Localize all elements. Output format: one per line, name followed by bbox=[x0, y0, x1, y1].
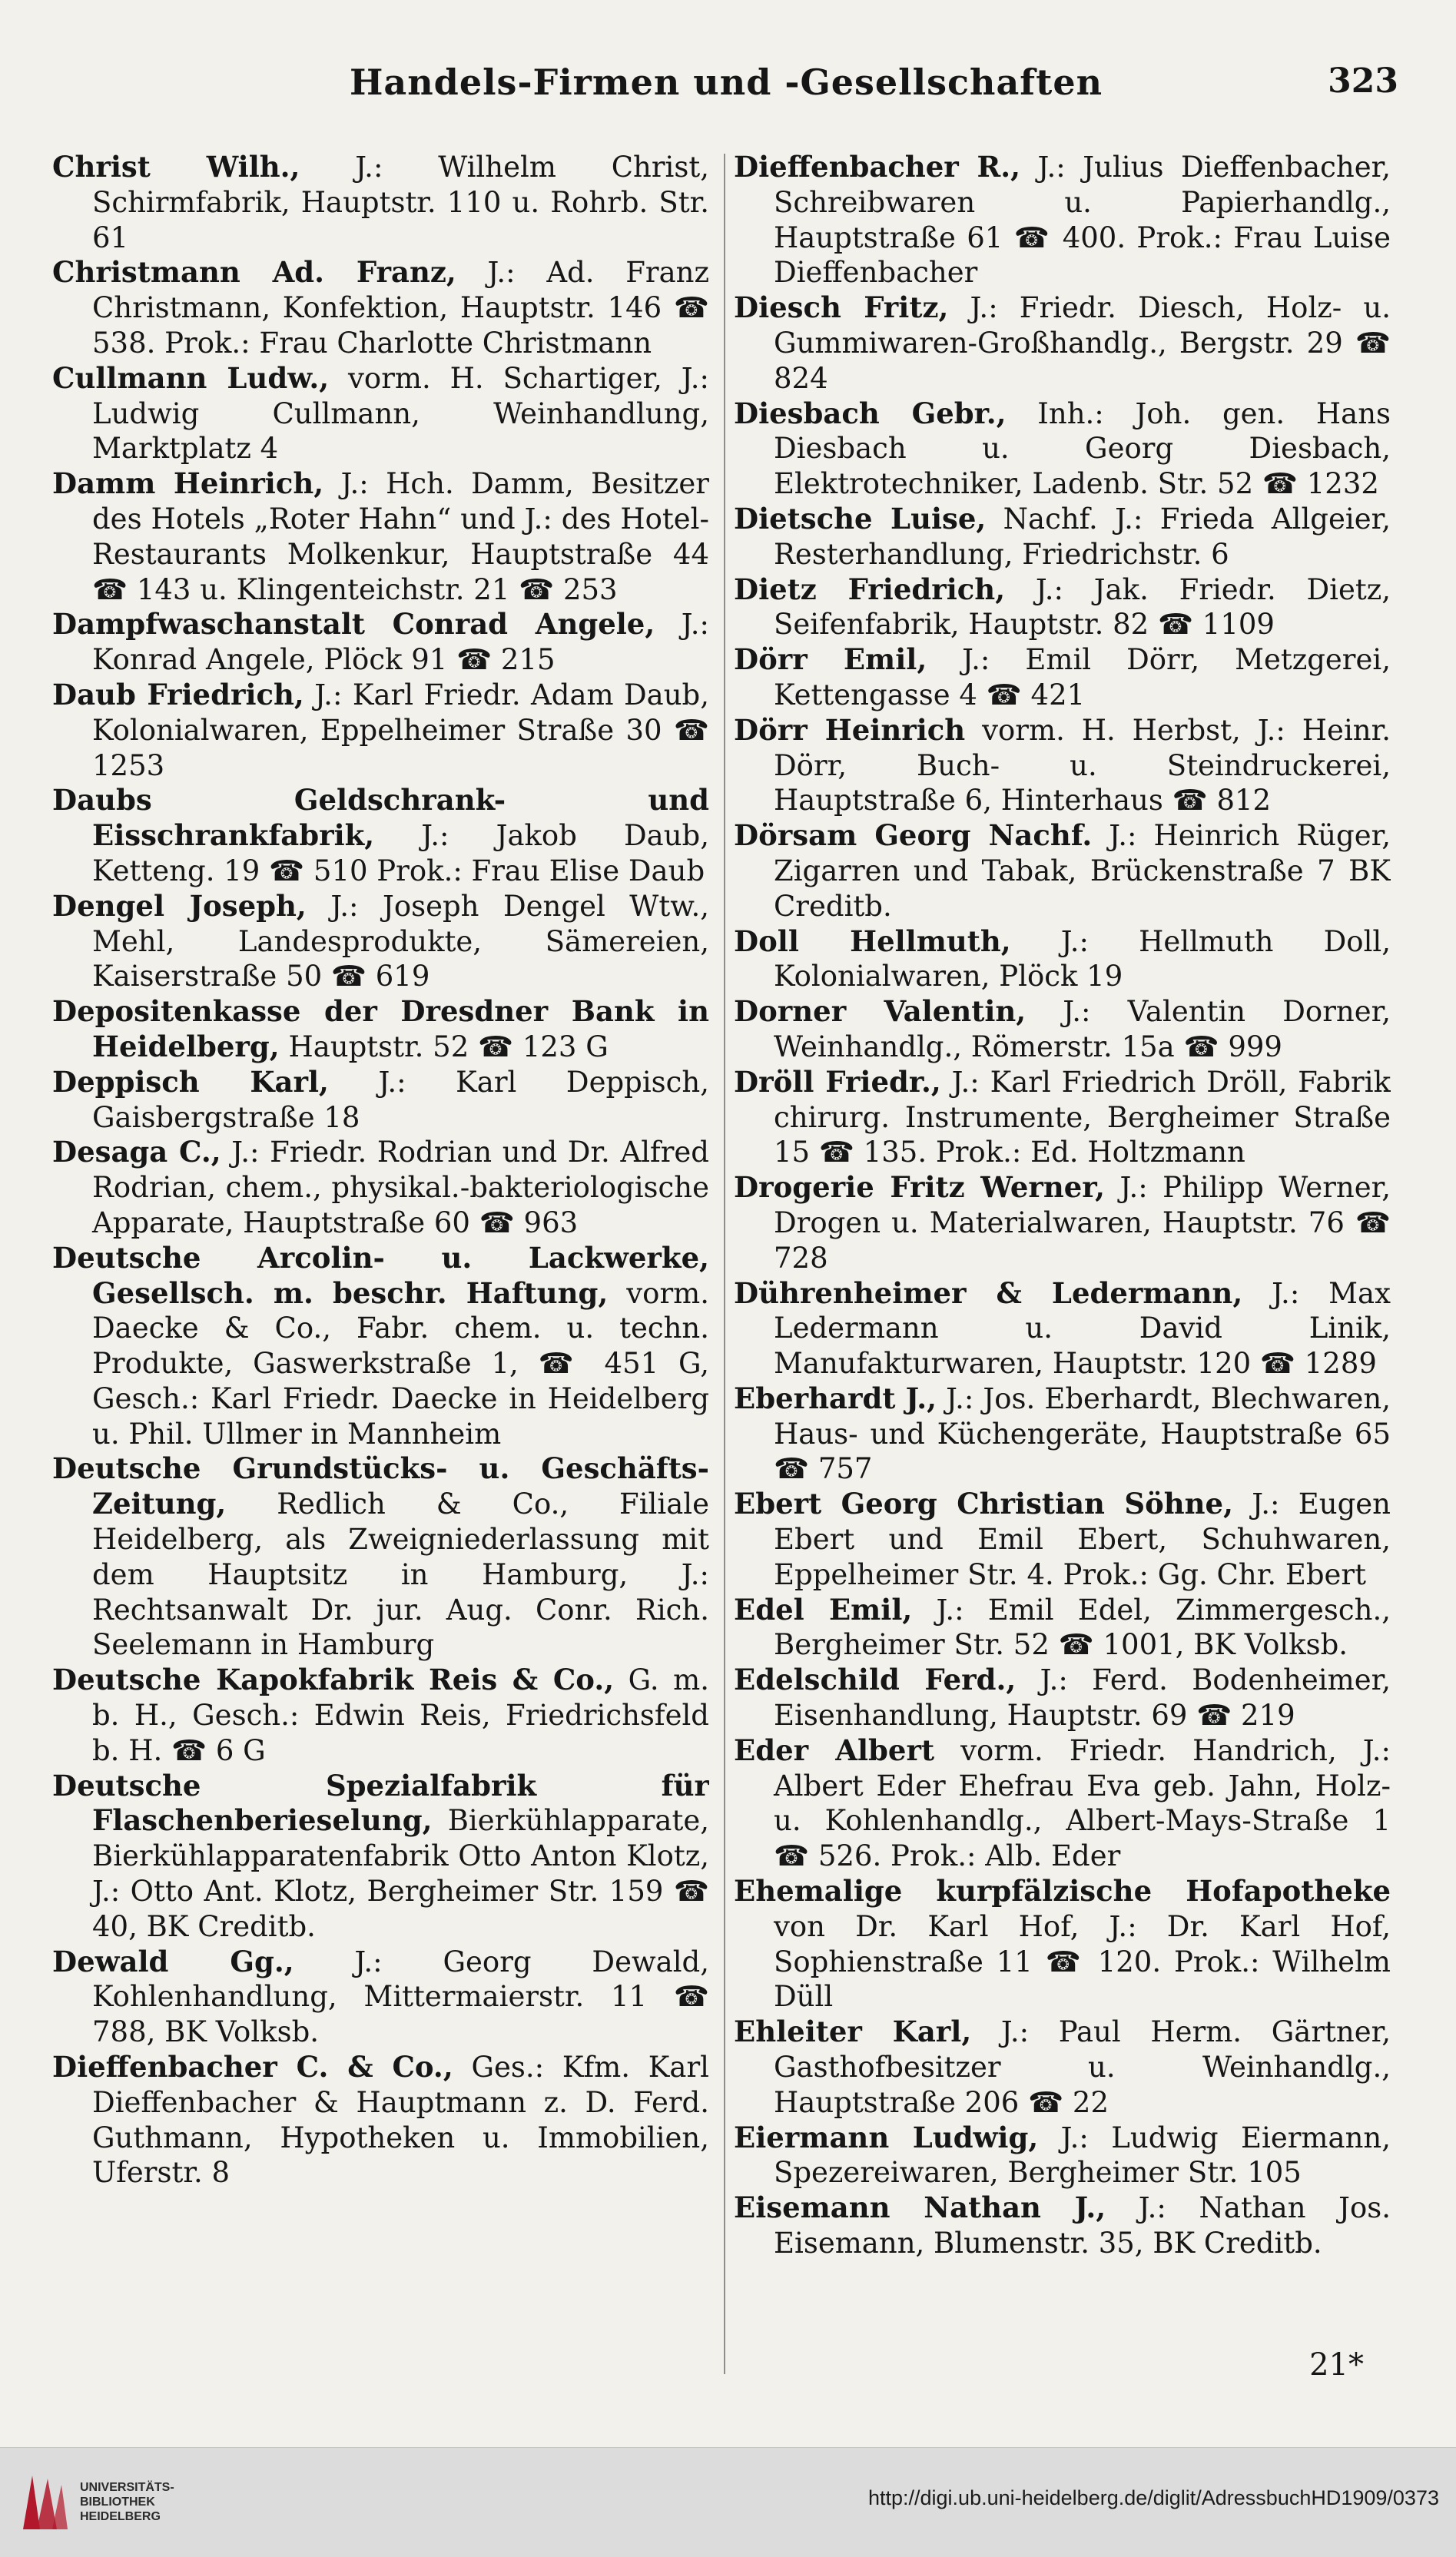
firm-details: J.: Jak. Friedr. Dietz, Seifenfabrik, Hauptstr. 82 ☎ 1109 bbox=[774, 572, 1391, 642]
left-column bbox=[52, 150, 709, 2386]
firm-name: Doll Hellmuth, bbox=[734, 924, 1011, 958]
directory-entry bbox=[52, 1451, 709, 1663]
directory-entry bbox=[52, 361, 709, 466]
firm-name: Dampfwaschanstalt Conrad Angele, bbox=[52, 607, 655, 642]
firm-name: Edel Emil, bbox=[734, 1592, 913, 1627]
firm-details: J.: Karl Friedr. Adam Daub, Kolonialwaren, Eppelheimer Straße 30 ☎ 1253 bbox=[92, 678, 709, 782]
firm-details: J.: Hch. Damm, Besitzer des Hotels „Roter Hahn“ und J.: des Hotel-Restaurants Molkenkur, Hauptstraße 44 ☎ 143 u. Klingenteichstr. 21 ☎ 253 bbox=[92, 467, 709, 606]
firm-name: Dietz Friedrich, bbox=[734, 572, 1006, 606]
directory-entry bbox=[52, 1945, 709, 2050]
firm-name: Cullmann Ludw., bbox=[52, 360, 330, 395]
firm-name: Eder Albert bbox=[734, 1733, 935, 1767]
directory-entry bbox=[52, 1241, 709, 1452]
firm-details: Bierkühlapparate, Bierkühlapparatenfabrik Otto Anton Klotz, J.: Otto Ant. Klotz, Bergheimer Str. 159 ☎ 40, BK Creditb. bbox=[92, 1804, 709, 1943]
firm-name: Dörr Emil, bbox=[734, 642, 927, 677]
column-divider bbox=[724, 154, 725, 2374]
directory-entry bbox=[734, 1874, 1391, 2015]
firm-details: J.: Konrad Angele, Plöck 91 ☎ 215 bbox=[92, 608, 709, 677]
firm-name: Drogerie Fritz Werner, bbox=[734, 1170, 1105, 1205]
firm-name: Deppisch Karl, bbox=[52, 1064, 329, 1099]
firm-details: J.: Jakob Daub, Ketteng. 19 ☎ 510 Prok.: Frau Elise Daub bbox=[92, 819, 709, 887]
directory-entry bbox=[52, 994, 709, 1065]
library-name-line-3: HEIDELBERG bbox=[80, 2510, 161, 2523]
firm-details: J.: Ludwig Eiermann, Spezereiwaren, Bergheimer Str. 105 bbox=[774, 2121, 1391, 2190]
directory-entry bbox=[734, 924, 1391, 995]
firm-details: J.: Paul Herm. Gärtner, Gasthofbesitzer u. Weinhandlg., Hauptstraße 206 ☎ 22 bbox=[774, 2015, 1391, 2119]
right-column bbox=[734, 150, 1391, 2386]
firm-details: J.: Julius Dieffenbacher, Schreibwaren u. Papierhandlg., Hauptstraße 61 ☎ 400. Prok.: Frau Luise Dieffenbacher bbox=[774, 151, 1391, 290]
directory-entry bbox=[734, 642, 1391, 713]
directory-entry bbox=[734, 1065, 1391, 1170]
firm-name: Damm Heinrich, bbox=[52, 466, 324, 501]
directory-entry bbox=[734, 713, 1391, 818]
firm-name: Christmann Ad. Franz, bbox=[52, 255, 456, 290]
library-logo[interactable] bbox=[17, 2468, 217, 2537]
firm-details: J.: Friedr. Rodrian und Dr. Alfred Rodrian, chem., physikal.-bakteriologische Apparate, Hauptstraße 60 ☎ 963 bbox=[92, 1136, 709, 1239]
firm-name: Dieffenbacher R., bbox=[734, 150, 1020, 184]
firm-details: J.: Ad. Franz Christmann, Konfektion, Hauptstr. 146 ☎ 538. Prok.: Frau Charlotte Christmann bbox=[92, 256, 709, 360]
firm-name: Dieffenbacher C. & Co., bbox=[52, 2050, 453, 2084]
firm-details: J.: Valentin Dorner, Weinhandlg., Römerstr. 15a ☎ 999 bbox=[774, 995, 1391, 1063]
firm-name: Diesch Fritz, bbox=[734, 290, 949, 325]
firm-name: Daubs Geldschrank- und Eisschrankfabrik, bbox=[52, 783, 709, 853]
directory-entry bbox=[52, 466, 709, 607]
firm-details: J.: Hellmuth Doll, Kolonialwaren, Plöck 19 bbox=[774, 924, 1391, 993]
firm-details: J.: Philipp Werner, Drogen u. Materialwaren, Hauptstr. 76 ☎ 728 bbox=[774, 1171, 1391, 1275]
firm-name: Daub Friedrich, bbox=[52, 677, 304, 711]
firm-details: Redlich & Co., Filiale Heidelberg, als Zweigniederlassung mit dem Hauptsitz in Hamburg, J.: Rechtsanwalt Dr. jur. Aug. Conr. Rich. Seelemann in Hamburg bbox=[92, 1487, 709, 1662]
directory-entry bbox=[734, 1381, 1391, 1487]
firm-name: Depositenkasse der Dresdner Bank in Heidelberg, bbox=[52, 994, 709, 1063]
firm-details: J.: Ferd. Bodenheimer, Eisenhandlung, Hauptstr. 69 ☎ 219 bbox=[774, 1663, 1391, 1733]
directory-entry bbox=[52, 150, 709, 255]
firm-name: Ehleiter Karl, bbox=[734, 2015, 972, 2049]
viewer-footer bbox=[0, 2447, 1456, 2557]
directory-entry bbox=[734, 994, 1391, 1065]
directory-entry bbox=[52, 889, 709, 994]
firm-name: Dörsam Georg Nachf. bbox=[734, 818, 1093, 853]
library-logo-icon bbox=[17, 2468, 71, 2537]
firm-name: Dewald Gg., bbox=[52, 1944, 294, 1978]
directory-entry bbox=[52, 607, 709, 678]
directory-entry bbox=[734, 396, 1391, 502]
firm-details: Nachf. J.: Frieda Allgeier, Resterhandlung, Friedrichstr. 6 bbox=[774, 502, 1391, 571]
directory-entry bbox=[52, 783, 709, 888]
firm-details: J.: Karl Friedrich Dröll, Fabrik chirurg. Instrumente, Bergheimer Straße 15 ☎ 135. Prok.: Ed. Holtzmann bbox=[774, 1065, 1391, 1169]
directory-entry bbox=[734, 502, 1391, 572]
firm-name: Dröll Friedr., bbox=[734, 1064, 941, 1099]
library-name-line-2: BIBLIOTHEK bbox=[80, 2496, 155, 2509]
firm-name: Deutsche Kapokfabrik Reis & Co., bbox=[52, 1663, 615, 1697]
firm-details: vorm. Friedr. Handrich, J.: Albert Eder Ehefrau Eva geb. Jahn, Holz- u. Kohlenhandlg., Albert-Mays-Straße 1 ☎ 526. Prok.: Alb. Eder bbox=[774, 1733, 1391, 1873]
firm-details: J.: Friedr. Diesch, Holz- u. Gummiwaren-Großhandlg., Bergstr. 29 ☎ 824 bbox=[774, 291, 1391, 395]
directory-entry bbox=[734, 1733, 1391, 1874]
firm-name: Diesbach Gebr., bbox=[734, 396, 1007, 430]
library-name bbox=[80, 2480, 174, 2524]
firm-name: Dührenheimer & Ledermann, bbox=[734, 1275, 1243, 1310]
firm-details: J.: Karl Deppisch, Gaisbergstraße 18 bbox=[92, 1065, 709, 1134]
firm-details: J.: Wilhelm Christ, Schirmfabrik, Hauptstr. 110 u. Rohrb. Str. 61 bbox=[92, 151, 709, 254]
firm-details: J.: Max Ledermann u. David Linik, Manufakturwaren, Hauptstr. 120 ☎ 1289 bbox=[774, 1276, 1391, 1381]
firm-details: J.: Joseph Dengel Wtw., Mehl, Landesprodukte, Sämereien, Kaiserstraße 50 ☎ 619 bbox=[92, 889, 709, 993]
firm-name: Eberhardt J., bbox=[734, 1381, 937, 1415]
firm-details: Hauptstr. 52 ☎ 123 G bbox=[279, 1030, 609, 1063]
directory-entry bbox=[734, 2191, 1391, 2261]
page-header bbox=[54, 54, 1398, 115]
directory-entry bbox=[52, 1135, 709, 1240]
firm-details: vorm. H. Herbst, J.: Heinr. Dörr, Buch- u. Steindruckerei, Hauptstraße 6, Hinterhaus ☎ 812 bbox=[774, 713, 1391, 818]
firm-details: J.: Georg Dewald, Kohlenhandlung, Mittermaierstr. 11 ☎ 788, BK Volksb. bbox=[92, 1945, 709, 2049]
firm-name: Dengel Joseph, bbox=[52, 888, 307, 923]
directory-entry bbox=[734, 2121, 1391, 2191]
directory-entry bbox=[52, 255, 709, 360]
directory-entry bbox=[734, 1663, 1391, 1733]
directory-entry bbox=[734, 818, 1391, 924]
signature-mark: 21* bbox=[1309, 2347, 1364, 2383]
firm-name: Deutsche Spezialfabrik für Flaschenberieselung, bbox=[52, 1768, 709, 1838]
firm-name: Eiermann Ludwig, bbox=[734, 2120, 1039, 2154]
firm-name: Dörr Heinrich bbox=[734, 712, 966, 747]
firm-details: J.: Eugen Ebert und Emil Ebert, Schuhwaren, Eppelheimer Str. 4. Prok.: Gg. Chr. Ebert bbox=[774, 1487, 1391, 1591]
running-title: Handels-Firmen und -Gesellschaften bbox=[349, 61, 1103, 103]
firm-name: Christ Wilh., bbox=[52, 150, 300, 184]
directory-entry bbox=[52, 678, 709, 783]
firm-name: Dorner Valentin, bbox=[734, 994, 1026, 1029]
library-name-line-1: UNIVERSITÄTS- bbox=[80, 2481, 174, 2494]
firm-details: von Dr. Karl Hof, J.: Dr. Karl Hof, Sophienstraße 11 ☎ 120. Prok.: Wilhelm Düll bbox=[774, 1909, 1391, 2014]
directory-entry bbox=[734, 150, 1391, 290]
firm-details: J.: Jos. Eberhardt, Blechwaren, Haus- und Küchengeräte, Hauptstraße 65 ☎ 757 bbox=[774, 1381, 1391, 1486]
directory-entry bbox=[734, 1170, 1391, 1275]
firm-details: J.: Nathan Jos. Eisemann, Blumenstr. 35, BK Creditb. bbox=[774, 2191, 1391, 2260]
firm-details: Ges.: Kfm. Karl Dieffenbacher & Hauptmann z. D. Ferd. Guthmann, Hypotheken u. Immobilien, Uferstr. 8 bbox=[92, 2051, 709, 2190]
directory-entry bbox=[52, 1663, 709, 1768]
firm-details: vorm. Daecke & Co., Fabr. chem. u. techn. Produkte, Gaswerkstraße 1, ☎ 451 G, Gesch.: Karl Friedr. Daecke in Heidelberg u. Phil. Ullmer in Mannheim bbox=[92, 1276, 709, 1451]
page-number: 323 bbox=[1328, 61, 1398, 101]
firm-details: J.: Heinrich Rüger, Zigarren und Tabak, Brückenstraße 7 BK Creditb. bbox=[774, 819, 1391, 923]
firm-details: Inh.: Joh. gen. Hans Diesbach u. Georg Diesbach, Elektrotechniker, Ladenb. Str. 52 ☎ 1232 bbox=[774, 396, 1391, 501]
firm-name: Deutsche Grundstücks- u. Geschäfts-Zeitung, bbox=[52, 1451, 709, 1521]
firm-name: Ehemalige kurpfälzische Hofapotheke bbox=[734, 1874, 1391, 1909]
firm-name: Deutsche Arcolin- u. Lackwerke, Gesellsch. m. beschr. Haftung, bbox=[52, 1240, 709, 1310]
firm-details: vorm. H. Schartiger, J.: Ludwig Cullmann, Weinhandlung, Marktplatz 4 bbox=[92, 361, 709, 466]
directory-entry bbox=[734, 1593, 1391, 1663]
firm-details: J.: Emil Dörr, Metzgerei, Kettengasse 4 ☎ 421 bbox=[774, 643, 1391, 711]
directory-entry bbox=[52, 1769, 709, 1945]
firm-name: Eisemann Nathan J., bbox=[734, 2191, 1106, 2225]
firm-name: Desaga C., bbox=[52, 1135, 221, 1169]
directory-entry bbox=[734, 290, 1391, 396]
directory-entry bbox=[734, 2015, 1391, 2120]
directory-entry bbox=[52, 1065, 709, 1136]
source-url[interactable]: http://digi.ub.uni-heidelberg.de/diglit/AdressbuchHD1909/0373 bbox=[867, 2486, 1439, 2509]
firm-details: G. m. b. H., Gesch.: Edwin Reis, Friedrichsfeld b. H. ☎ 6 G bbox=[92, 1663, 709, 1767]
directory-entry bbox=[734, 1276, 1391, 1381]
firm-name: Edelschild Ferd., bbox=[734, 1663, 1017, 1697]
directory-entry bbox=[734, 572, 1391, 643]
firm-name: Ebert Georg Christian Söhne, bbox=[734, 1487, 1233, 1521]
directory-entry bbox=[52, 2050, 709, 2191]
firm-name: Dietsche Luise, bbox=[734, 501, 987, 536]
directory-entry bbox=[734, 1487, 1391, 1592]
firm-details: J.: Emil Edel, Zimmergesch., Bergheimer Str. 52 ☎ 1001, BK Volksb. bbox=[774, 1593, 1391, 1662]
